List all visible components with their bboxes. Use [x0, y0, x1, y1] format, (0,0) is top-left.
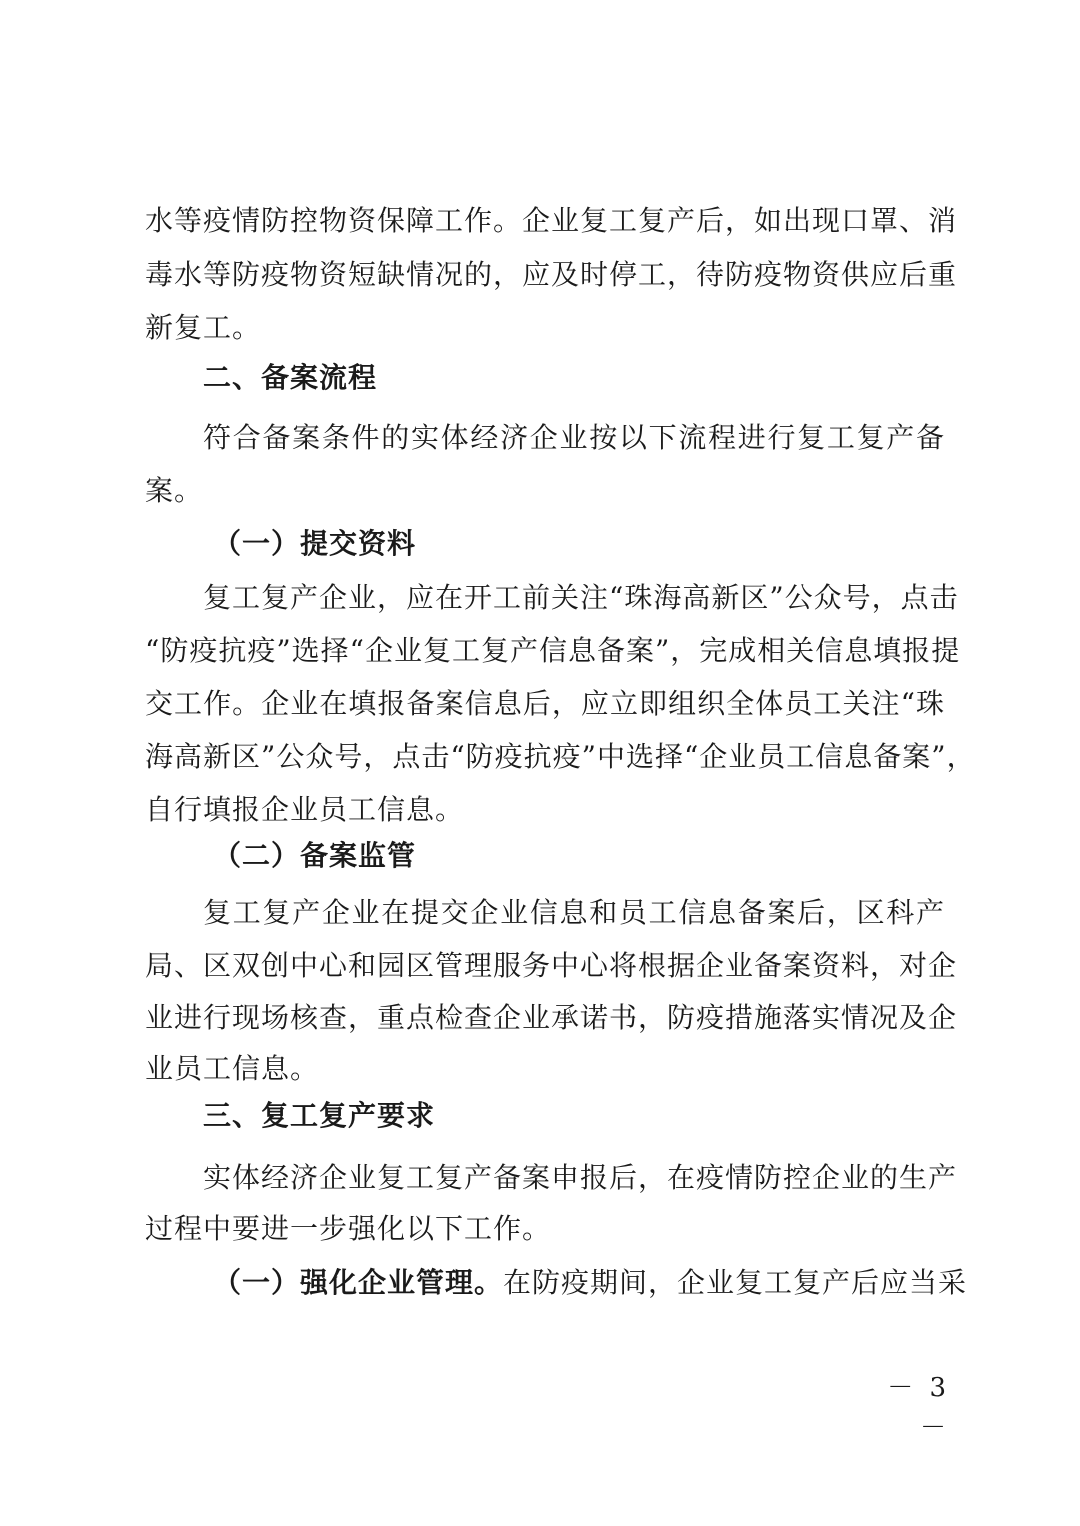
paragraph-line: 毒水等防疫物资短缺情况的，应及时停工，待防疫物资供应后重 — [145, 258, 958, 291]
paragraph-line: 业进行现场核查，重点检查企业承诺书，防疫措施落实情况及企 — [145, 1001, 958, 1034]
paragraph-line: 符合备案条件的实体经济企业按以下流程进行复工复产备 — [203, 421, 945, 454]
paragraph-line: 局、区双创中心和园区管理服务中心将根据企业备案资料，对企 — [145, 949, 958, 982]
paragraph-line: 新复工。 — [145, 311, 262, 344]
page-number: － 3 － — [887, 1373, 950, 1443]
paragraph-line: 复工复产企业，应在开工前关注“珠海高新区”公众号，点击 — [203, 581, 959, 614]
paragraph-line-mixed — [213, 1263, 968, 1303]
paragraph-line: “防疫抗疫”选择“企业复工复产信息备案”，完成相关信息填报提 — [145, 634, 961, 667]
section-heading-2: 二、备案流程 — [203, 361, 378, 394]
paragraph-line: 案。 — [145, 474, 204, 507]
section-heading-3: 三、复工复产要求 — [203, 1099, 436, 1132]
paragraph-line: 自行填报企业员工信息。 — [145, 793, 465, 826]
paragraph-line: 复工复产企业在提交企业信息和员工信息备案后，区科产 — [203, 896, 945, 929]
paragraph-line: 水等疫情防控物资保障工作。企业复工复产后，如出现口罩、消 — [145, 204, 958, 237]
inline-bold-heading: （一）强化企业管理。 — [213, 1266, 504, 1299]
inline-text: 在防疫期间，企业复工复产后应当采 — [503, 1266, 968, 1299]
paragraph-line: 海高新区”公众号，点击“防疫抗疫”中选择“企业员工信息备案”， — [145, 740, 976, 773]
paragraph-line: 实体经济企业复工复产备案申报后，在疫情防控企业的生产 — [203, 1161, 958, 1194]
paragraph-line: 过程中要进一步强化以下工作。 — [145, 1212, 552, 1245]
paragraph-line: 业员工信息。 — [145, 1052, 320, 1085]
paragraph-line: 交工作。企业在填报备案信息后，应立即组织全体员工关注“珠 — [145, 687, 945, 720]
subsection-heading-2: （二）备案监管 — [213, 839, 417, 872]
subsection-heading-1: （一）提交资料 — [213, 527, 417, 560]
